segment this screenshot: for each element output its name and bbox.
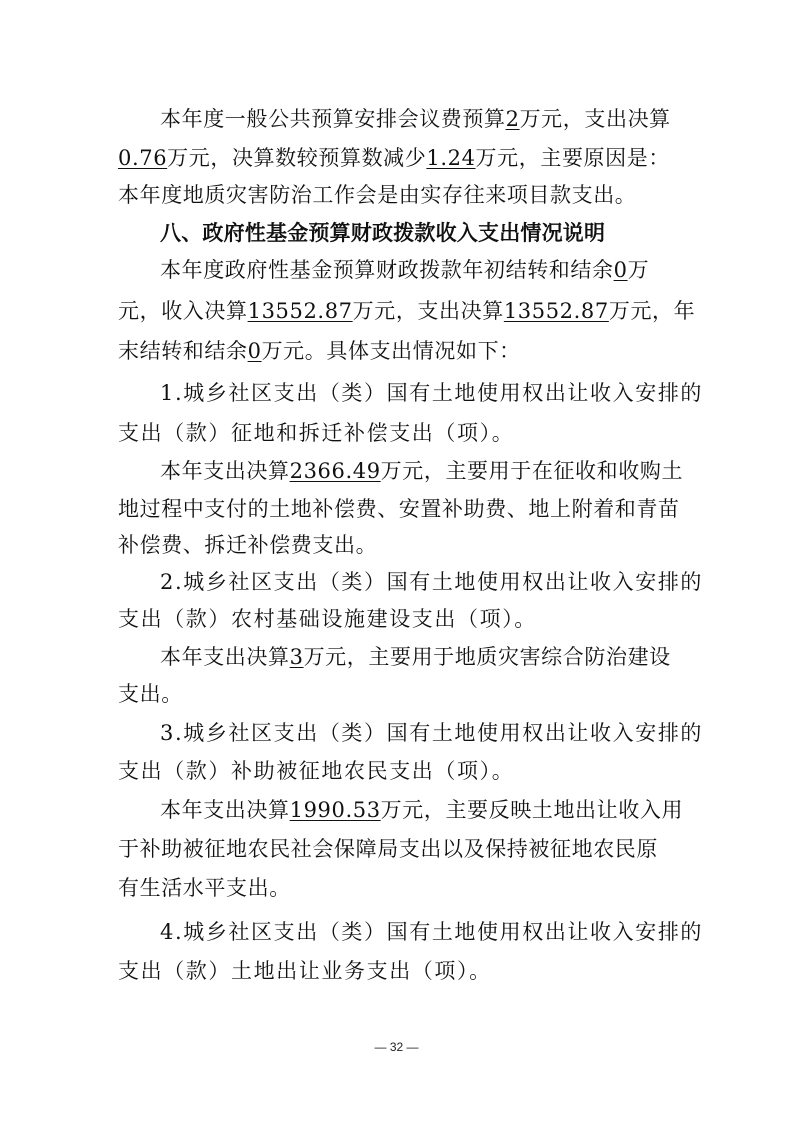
text-segment: 本年支出决算: [160, 645, 290, 669]
text-segment: 万: [627, 258, 650, 282]
text-segment: 万元，年: [608, 299, 696, 323]
text-segment: 万元，主要原因是：: [475, 146, 670, 170]
underlined-value: 0: [613, 258, 628, 282]
item-3-title-line-2: 支出（款）补助被征地农民支出（项）。: [118, 759, 515, 783]
item-4-title-line-2: 支出（款）土地出让业务支出（项）。: [118, 959, 492, 983]
item-3-body-line-1: [160, 795, 683, 825]
underlined-value: 1990.53: [289, 798, 381, 822]
item-2-title-line-1: 2.城乡社区支出（类）国有土地使用权出让收入安排的: [160, 570, 704, 594]
text-segment: 万元，主要用于地质灾害综合防治建设: [303, 645, 671, 669]
item-2-body-line-1: [160, 642, 671, 672]
underlined-value: 3: [289, 645, 304, 669]
item-2-body-line-2: 支出。: [118, 682, 183, 706]
page-number: — 32 —: [374, 1040, 419, 1054]
paragraph-meeting-fee-line-3: 本年度地质灾害防治工作会是由实存往来项目款支出。: [118, 183, 637, 207]
underlined-value: 0: [247, 339, 262, 363]
underlined-value: 2366.49: [289, 459, 381, 483]
underlined-value: 0.76: [118, 146, 168, 170]
text-segment: 万元，支出决算: [352, 299, 504, 323]
item-3-title-line-1: 3.城乡社区支出（类）国有土地使用权出让收入安排的: [160, 721, 704, 745]
underlined-value: 2: [505, 107, 520, 131]
paragraph-meeting-fee-line-1: [160, 104, 671, 134]
item-3-body-line-2: 于补助被征地农民社会保障局支出以及保持被征地农民原: [118, 837, 658, 861]
section-heading-8: 八、政府性基金预算财政拨款收入支出情况说明: [160, 221, 606, 245]
paragraph-fund-summary-line-2: [118, 296, 695, 326]
item-1-body-line-3: 补偿费、拆迁补偿费支出。: [118, 533, 378, 557]
item-1-title-line-1: 1.城乡社区支出（类）国有土地使用权出让收入安排的: [160, 381, 704, 405]
item-1-body-line-2: 地过程中支付的土地补偿费、安置补助费、地上附着和青苗: [118, 497, 680, 521]
item-1-title-line-2: 支出（款）征地和拆迁补偿支出（项）。: [118, 421, 515, 445]
text-segment: 万元，主要用于在征收和收购土: [380, 459, 684, 483]
item-4-title-line-1: 4.城乡社区支出（类）国有土地使用权出让收入安排的: [160, 920, 704, 944]
text-segment: 本年支出决算: [160, 798, 290, 822]
paragraph-meeting-fee-line-2: [118, 143, 670, 173]
item-1-body-line-1: [160, 456, 683, 486]
item-2-title-line-2: 支出（款）农村基础设施建设支出（项）。: [118, 607, 537, 631]
text-segment: 万元，决算数较预算数减少: [167, 146, 427, 170]
text-segment: 元，收入决算: [118, 299, 248, 323]
underlined-value: 1.24: [426, 146, 476, 170]
item-3-body-line-3: 有生活水平支出。: [118, 876, 291, 900]
text-segment: 万元，主要反映土地出让收入用: [380, 798, 684, 822]
paragraph-fund-summary-line-3: [118, 336, 521, 366]
text-segment: 本年度一般公共预算安排会议费预算: [160, 107, 506, 131]
underlined-value: 13552.87: [503, 299, 609, 323]
text-segment: 万元。具体支出情况如下：: [261, 339, 521, 363]
paragraph-fund-summary-line-1: [160, 255, 649, 285]
text-segment: 本年支出决算: [160, 459, 290, 483]
text-segment: 万元，支出决算: [519, 107, 671, 131]
text-segment: 末结转和结余: [118, 339, 248, 363]
text-segment: 本年度政府性基金预算财政拨款年初结转和结余: [160, 258, 614, 282]
underlined-value: 13552.87: [247, 299, 353, 323]
